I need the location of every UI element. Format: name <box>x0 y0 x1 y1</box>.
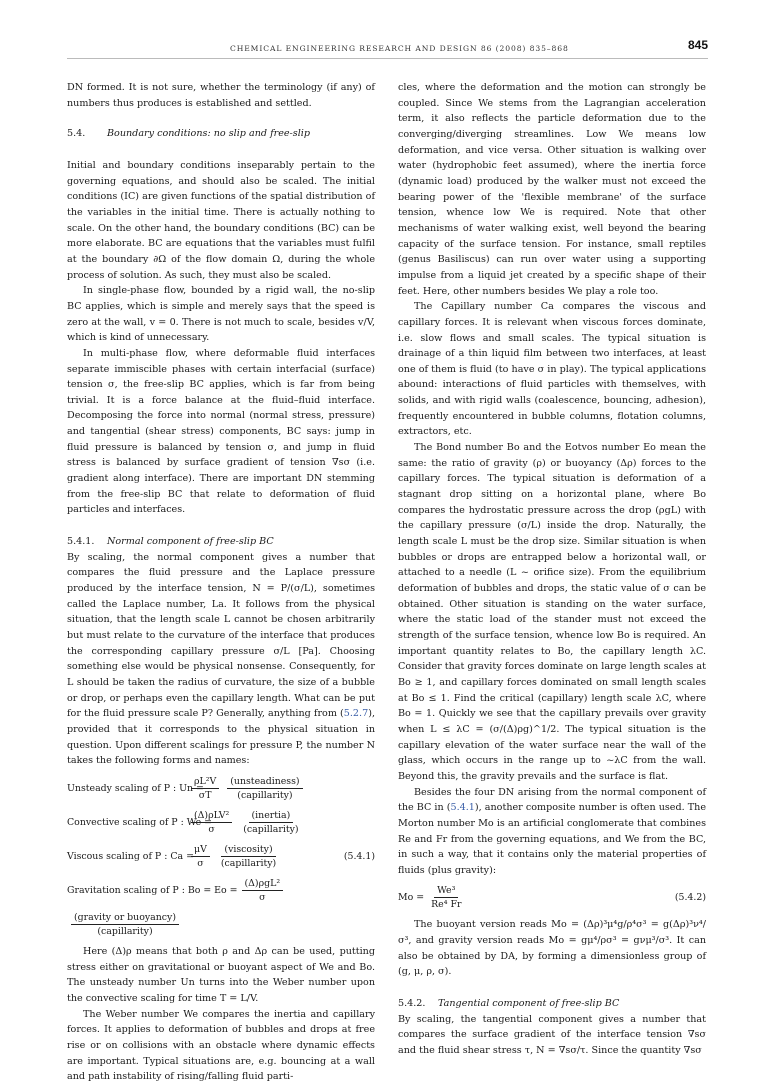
header-rule <box>67 58 708 59</box>
section-number: 5.4. <box>67 128 86 140</box>
paragraph: The buoyant version reads Mo = (Δρ)³μ⁴g/ρ⁴σ³ = g(Δρ)³ν⁴/σ³, and gravity version reads Mo = gμ⁴/ρσ³ = gνμ³/σ³. It can also be obtained by DA, by forming a dimensionless group of (g, μ, ρ, σ). <box>398 919 706 978</box>
denominator: Re⁴ Fr <box>431 899 462 911</box>
section-title: Boundary conditions: no slip and free-slip <box>107 128 311 140</box>
subsection-title: Tangential component of free-slip BC <box>438 998 620 1010</box>
subsection-title: Normal component of free-slip BC <box>107 536 274 548</box>
page-header <box>67 38 708 56</box>
right-column <box>398 80 706 1059</box>
subsection-heading-5-4-1 <box>67 534 375 550</box>
page-number: 845 <box>687 38 708 52</box>
numerator: (Δ)ρLV² <box>191 809 232 823</box>
fraction <box>218 843 279 870</box>
paragraph: The Bond number Bo and the Eotvos number Eo mean the same: the ratio of gravity (ρ) or buoyancy (Δρ) forces to the capillary forces. The typical situation is deformation of a stagnant drop sitting on a horizontal plane, where Bo compares the hydrostatic pressure across the drop (ρgL) with the capillary pressure (σ/L) inside the drop. Naturally, the length scale L must be the drop size. Similar situation is when bubbles or drops are entrapped below a horizontal wall, or attached to a needle (L ~ orifice size). From the equilibrium deformation of bubbles and drops, the static value of σ can be obtained. Other situation is standing on the water surface, where the static load of the stander must not exceed the strength of the surface tension, whence low Bo is required. An important quantity relates to Bo, the capillary length λC. Consider that gravity forces dominate on large length scales at Bo ≥ 1, and capillary forces dominated on small length scales at Bo ≤ 1. Find the critical (capillary) length scale λC, where Bo = 1. Quickly we see that the capillary prevails over gravity when L ≤ λC = (σ/(Δ)ρg)^1/2. The typical situation is the capillary elevation of the water surface near the wall of the glass, which occurs in the range up to ~λC from the wall. Beyond this, the gravity prevails and the surface is flat. <box>398 442 706 782</box>
equation-reference-link[interactable]: 5.4.1 <box>450 802 475 814</box>
equation-unsteady <box>67 775 375 802</box>
equation-viscous <box>67 843 375 870</box>
text-run: ), provided that it corresponds to the physical situation in question. Upon different scalings for pressure P, the number N takes the following forms and names: <box>67 708 375 767</box>
denominator: (capillarity) <box>97 925 153 937</box>
text-run: ), another composite number is often used. The Morton number Mo is an artificial conglomerate that combines Re and Fr from the governing equations, and We from the BC, in such a way, that it contains only the material properties of fluids (plus gravity): <box>398 802 707 876</box>
fraction <box>191 843 210 870</box>
fraction <box>191 809 232 836</box>
fraction <box>191 775 219 802</box>
equation-convective <box>67 809 375 836</box>
paragraph <box>398 785 706 879</box>
fraction <box>71 911 179 938</box>
denominator: (capillarity) <box>220 857 277 869</box>
text-run: By scaling, the normal component gives a number that compares the fluid pressure and the Laplace pressure produced by the interface tension, N = P/(σ/L), sometimes called the Laplace number, La. It follows from the physical situation, that the length scale L cannot be chosen arbitrarily but must relate to the curvature of the interface that produces the corresponding capillary pressure σ/L [Pa]. Choosing something else would be physical nonsense. Consequently, for L should be taken the radius of curvature, the size of a bubble or drop, or perhaps even the capillary length. What can be put for the fluid pressure scale P? Generally, anything from ( <box>67 551 375 720</box>
paragraph <box>67 550 375 769</box>
denominator: (capillarity) <box>243 823 299 835</box>
paragraph: The Capillary number Ca compares the viscous and capillary forces. It is relevant when viscous forces dominate, i.e. slow flows and small scales. The typical situation is drainage of a thin liquid film between two interfaces, at least one of them is fluid (to have σ in play). The typical applications abound: interactions of fluid particles with themselves, with solids, and with rigid walls (coalescence, bouncing, adhesion), frequently encountered in bubble columns, flotation columns, extractors, etc. <box>398 301 706 438</box>
paragraph: Here (Δ)ρ means that both ρ and Δρ can be used, putting stress either on gravitational or buoyant aspect of We and Bo. The unsteady number Un turns into the Weber number upon the convective scaling for time T = L/V. <box>67 945 375 1004</box>
equation-lhs: Convective scaling of P : We = <box>67 816 212 828</box>
paragraph: In single-phase flow, bounded by a rigid wall, the no-slip BC applies, which is simple and merely says that the speed is zero at the wall, v = 0. There is not much to scale, besides v/V, which is kind of unnecessary. <box>67 285 375 344</box>
denominator: σ <box>259 891 266 903</box>
equation-gravitation-terms <box>67 911 375 938</box>
denominator: (capillarity) <box>237 789 293 801</box>
equation-lhs: Viscous scaling of P : Ca = <box>67 850 194 862</box>
text-run: Besides the four DN arising from the normal component of the BC in ( <box>398 786 706 814</box>
section-heading-5-4 <box>67 126 375 142</box>
numerator: μV <box>191 843 210 857</box>
journal-name: CHEMICAL ENGINEERING RESEARCH AND DESIGN 86 (2008) 835–868 <box>230 44 569 53</box>
equation-block-5-4-1 <box>67 775 375 938</box>
numerator: (viscosity) <box>221 843 275 857</box>
fraction <box>428 884 464 911</box>
left-column <box>67 80 375 1085</box>
equation-gravitation <box>67 877 375 904</box>
numerator: (Δ)ρgL² <box>242 877 284 891</box>
paragraph: In multi-phase flow, where deformable fluid interfaces separate immiscible phases with certain interfacial (surface) tension σ, the free-slip BC applies, which is far from being trivial. It is a force balance at the fluid–fluid interface. Decomposing the force into normal (normal stress, pressure) and tangential (shear stress) components, BC says: jump in fluid pressure is balanced by tension σ, and jump in fluid stress is balanced by surface gradient of tension ∇sσ (i.e. gradient along interface). There are important DN stemming from the free-slip BC that relate to deformation of fluid particles and interfaces. <box>67 347 375 516</box>
fraction <box>242 877 284 904</box>
equation-lhs: Gravitation scaling of P : Bo = Eo = <box>67 884 238 896</box>
subsection-number: 5.4.1. <box>67 536 95 548</box>
equation-label: (5.4.2) <box>674 892 706 904</box>
subsection-number: 5.4.2. <box>398 998 426 1010</box>
numerator: (unsteadiness) <box>227 775 302 789</box>
paragraph: cles, where the deformation and the motion can strongly be coupled. Since We stems from the Lagrangian acceleration term, it also reflects the particle deformation due to the converging/diverging streamlines. Low We means low deformation, and vice versa. Other situation is walking over water (hydrophobic feet assumed), where the inertia force (dynamic load) produced by the walker must not exceed the bearing power of the 'flexible membrane' of the surface tension, whence low We is required. Note that other mechanisms of water walking exist, well beyond the bearing capacity of the surface tension. For instance, small reptiles (genus Basiliscus) can run over water using a supporting impulse from a liquid jet created by a specific shape of their feet. Here, other numbers besides We play a role too. <box>398 82 706 297</box>
fraction <box>227 775 302 802</box>
equation-label: (5.4.1) <box>343 850 375 862</box>
paragraph: The Weber number We compares the inertia and capillary forces. It applies to deformation of bubbles and drops at free rise or on collisions with an obstacle where dynamic effects are important. Typical situations are, e.g. bouncing at a wall and path instability of rising/falling fluid parti- <box>67 1008 375 1083</box>
equation-reference-link[interactable]: 5.2.7 <box>343 708 369 720</box>
equation-lhs: Unsteady scaling of P : Un = <box>67 782 204 794</box>
equation-lhs: Mo = <box>398 892 425 904</box>
denominator: σ <box>197 857 204 869</box>
paragraph-intro: DN formed. It is not sure, whether the terminology (if any) of numbers thus produces is established and settled. <box>67 82 375 109</box>
fraction <box>240 809 301 836</box>
numerator: We³ <box>434 884 458 898</box>
paragraph: Initial and boundary conditions inseparably pertain to the governing equations, and should also be scaled. The initial conditions (IC) are given functions of the spatial distribution of the variables in the initial time. There is actually nothing to scale. On the other hand, the boundary conditions (BC) can be more elaborate. BC are equations that the variables must fulfil at the boundary ∂Ω of the flow domain Ω, during the whole process of solution. As such, they must also be scaled. <box>67 159 375 281</box>
numerator: (gravity or buoyancy) <box>71 911 179 925</box>
numerator: ρL²V <box>191 775 219 789</box>
equation-5-4-2 <box>398 884 706 911</box>
numerator: (inertia) <box>249 809 294 823</box>
paragraph: By scaling, the tangential component gives a number that compares the surface gradient of the interface tension ∇sσ and the fluid shear stress τ, N = ∇sσ/τ. Since the quantity ∇sσ <box>398 1013 706 1057</box>
denominator: σ <box>208 823 215 835</box>
denominator: σT <box>198 789 212 801</box>
subsection-heading-5-4-2 <box>398 996 706 1012</box>
